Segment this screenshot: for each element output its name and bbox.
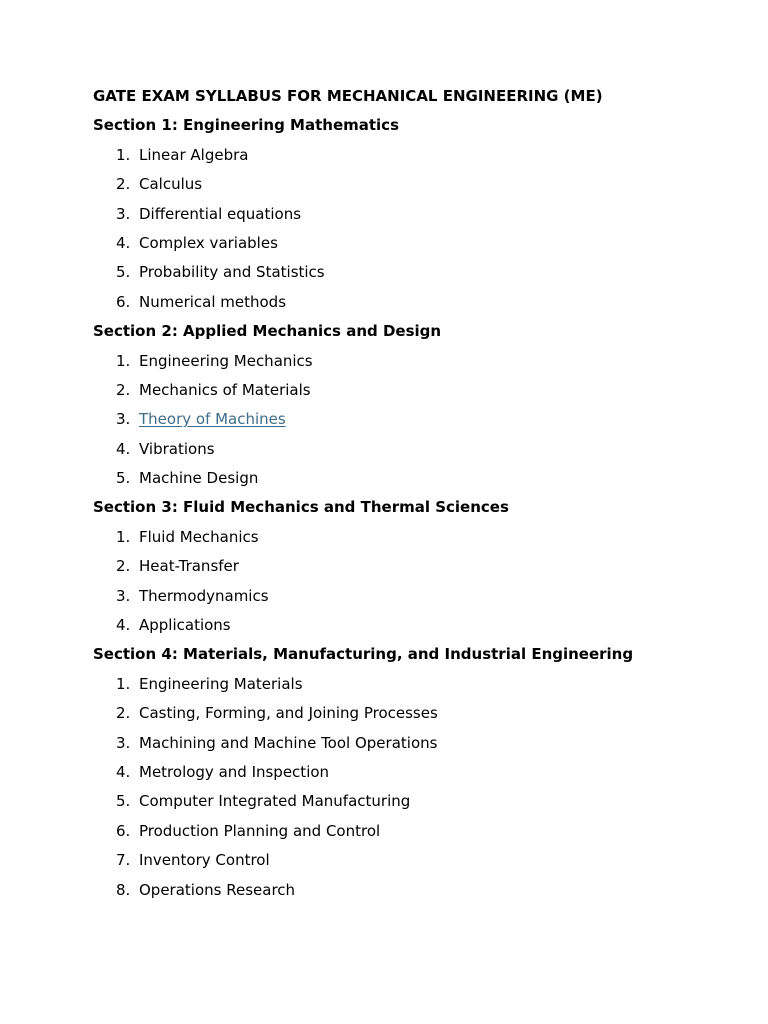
list-item [93,174,743,203]
list-item [93,791,743,820]
list-item [93,703,743,732]
list-number: 1. [116,351,131,370]
list-item-text: Production Planning and Control [139,821,381,840]
list-number: 5. [116,263,131,282]
list-number: 3. [116,410,131,429]
list-item-text: Casting, Forming, and Joining Processes [139,704,438,723]
list-number: 3. [116,586,131,605]
list-item-text: Metrology and Inspection [139,762,330,781]
list-item [93,351,743,380]
list-item [93,145,743,174]
list-item [93,762,743,791]
list-number: 4. [116,616,131,635]
list-number: 4. [116,233,131,252]
list-item-text: Probability and Statistics [139,263,325,282]
list-item-text: Fluid Mechanics [139,527,259,546]
document-title: GATE EXAM SYLLABUS FOR MECHANICAL ENGINEERING (ME) [93,87,603,105]
list-number: 2. [116,380,131,399]
list-number: 3. [116,733,131,752]
list-number: 7. [116,851,131,870]
theory-of-machines-link[interactable]: Theory of Machines [139,410,286,429]
list-item-text: Machining and Machine Tool Operations [139,733,438,752]
list-item [93,586,743,615]
list-number: 4. [116,439,131,458]
list-item [93,615,743,644]
list-number: 2. [116,557,131,576]
list-number: 3. [116,204,131,223]
list-number: 5. [116,792,131,811]
list-item-text: Calculus [139,175,203,194]
list-item-text: Machine Design [139,469,259,488]
list-item [93,468,743,497]
list-item [93,409,743,438]
list-item-text: Heat-Transfer [139,557,239,576]
list-item [93,674,743,703]
list-item-text: Vibrations [139,439,215,458]
list-number: 6. [116,821,131,840]
list-item [93,821,743,850]
list-item-text: Linear Algebra [139,145,249,164]
section-heading: Section 3: Fluid Mechanics and Thermal Sciences [93,498,509,517]
list-item-text: Computer Integrated Manufacturing [139,792,411,811]
list-item [93,880,743,909]
list-item [93,380,743,409]
section-heading: Section 1: Engineering Mathematics [93,116,400,135]
list-item [93,439,743,468]
list-item-text: Thermodynamics [139,586,269,605]
list-number: 1. [116,674,131,693]
list-number: 6. [116,292,131,311]
list-item-text: Inventory Control [139,851,270,870]
list-item-text: Engineering Mechanics [139,351,313,370]
list-number: 8. [116,880,131,899]
list-number: 1. [116,145,131,164]
list-item [93,527,743,556]
list-item [93,292,743,321]
list-item-text: Engineering Materials [139,674,303,693]
section-heading: Section 2: Applied Mechanics and Design [93,322,442,341]
list-number: 2. [116,704,131,723]
document-page [93,86,743,909]
list-number: 5. [116,469,131,488]
list-item [93,733,743,762]
list-number: 2. [116,175,131,194]
list-item [93,556,743,585]
list-item [93,262,743,291]
list-item-text: Mechanics of Materials [139,380,311,399]
list-item-text: Complex variables [139,233,278,252]
list-number: 1. [116,527,131,546]
section-heading: Section 4: Materials, Manufacturing, and Industrial Engineering [93,645,634,664]
list-item-text: Operations Research [139,880,296,899]
list-item-text: Applications [139,616,231,635]
list-item [93,850,743,879]
list-item-text: Differential equations [139,204,302,223]
list-item [93,233,743,262]
list-number: 4. [116,762,131,781]
list-item [93,204,743,233]
list-item-text: Numerical methods [139,292,287,311]
